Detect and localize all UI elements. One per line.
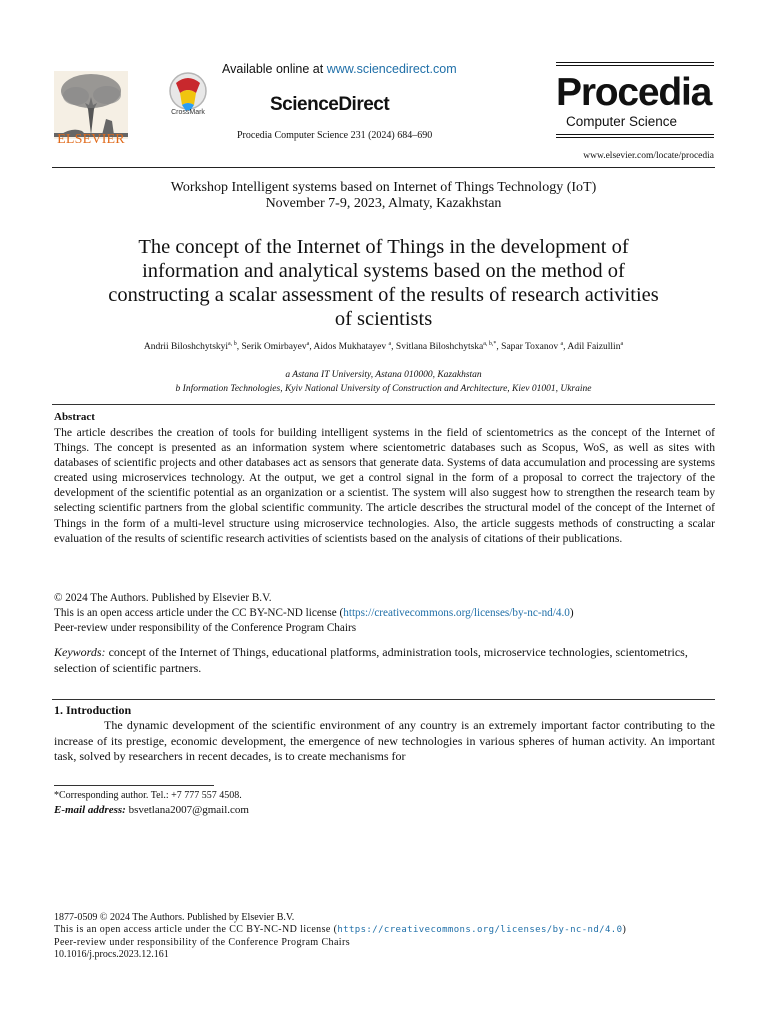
author	[501, 342, 567, 352]
crossmark-label: CrossMark	[171, 109, 205, 116]
author-affiliation-mark: a	[306, 341, 310, 347]
footer-peer-review: Peer-review under responsibility of the Conference Program Chairs	[54, 936, 350, 948]
affiliation-b: b Information Technologies, Kyiv National University of Construction and Architecture, Kiev 01001, Ukraine	[175, 384, 592, 394]
journal-reference: Procedia Computer Science 231 (2024) 684–690	[237, 130, 433, 141]
keywords	[54, 645, 715, 676]
footer-license-suffix: )	[622, 924, 627, 936]
procedia-logo	[556, 62, 714, 140]
author-separator: ,	[391, 342, 396, 353]
peer-review-line: Peer-review under responsibility of the Conference Program Chairs	[54, 622, 357, 635]
author-affiliation-mark: a, b	[228, 341, 237, 347]
procedia-title: Procedia	[556, 71, 712, 114]
available-prefix: Available online at	[222, 62, 327, 76]
author-name: Sapar Toxanov	[501, 342, 561, 353]
title-line: The concept of the Internet of Things in the development of	[138, 236, 629, 258]
abstract-text: The article describes the creation of tools for building intelligent systems in the field of scientometrics as the concept of the Internet of Things. The concept is presented as an information system where scientometric databases such as Scopus, WoS, as well as sites with databases of scientific projects and other databases act as sensors that generate data. Systems of data accumulation and processing are systems created using microservices technology. At the output, we get a control signal in the form of a proposal to correct the trajectory of the development of the scientific potential as an organization or a scientist. The system will also suggest how to strengthen the research team by selecting scientific partners from the global scientific community. The article describes the structural model of the concept of the Internet of Things in the form of a multi-level structure using microservice technologies. Also, the article suggests methods of constructing a scalar evaluation of the results of scientific research activities of scientists based on the analysis of citations of their publications.	[54, 426, 715, 545]
available-online	[222, 62, 457, 76]
author	[567, 342, 623, 352]
author	[314, 342, 396, 352]
author-name: Adil Faizullin	[567, 342, 621, 353]
author-affiliation-mark: a	[620, 341, 624, 347]
elsevier-wordmark: ELSEVIER	[57, 132, 125, 147]
author-name: Andrii Biloshchytskyi	[143, 342, 229, 353]
author-name: Aidos Mukhatayev	[313, 342, 389, 353]
sciencedirect-title: ScienceDirect	[270, 94, 390, 115]
workshop-date: November 7-9, 2023, Almaty, Kazakhstan	[265, 196, 502, 211]
keywords-text: concept of the Internet of Things, educational platforms, administration tools, microservice technologies, scientometrics, selection of scientific partners.	[54, 645, 688, 675]
author-affiliation-mark: a	[560, 341, 564, 347]
workshop-info	[52, 180, 715, 212]
procedia-subtitle: Computer Science	[566, 114, 678, 129]
sciencedirect-link[interactable]: www.sciencedirect.com	[326, 62, 457, 76]
author-affiliation-mark: a	[388, 341, 392, 347]
footer-license-link[interactable]: https://creativecommons.org/licenses/by-nc-nd/4.0	[337, 925, 623, 936]
copyright-block	[54, 591, 715, 637]
author-name: Svitlana Biloshchytska	[395, 342, 484, 353]
abstract-bottom-divider	[52, 699, 715, 700]
footnote-divider	[54, 785, 214, 786]
issn-copyright: © 2024 The Authors. Published by Elsevier B.V.	[97, 912, 295, 923]
author-separator: ,	[496, 342, 502, 353]
affiliation-a: a Astana IT University, Astana 010000, Kazakhstan	[285, 370, 482, 380]
header-divider	[52, 167, 715, 168]
workshop-name: Workshop Intelligent systems based on Internet of Things Technology (IoT)	[170, 180, 597, 195]
author-list	[52, 341, 715, 352]
elsevier-locate-url[interactable]: www.elsevier.com/locate/procedia	[583, 151, 714, 161]
author-affiliation-mark: a, b,*	[483, 341, 497, 347]
section-heading-introduction: 1. Introduction	[54, 703, 132, 717]
email-footnote	[54, 804, 249, 816]
author-name: Serik Omirbayev	[241, 342, 307, 353]
footer-license-line	[54, 924, 715, 936]
author-separator: ,	[236, 342, 242, 353]
title-line: of scientists	[334, 308, 433, 330]
doi[interactable]: 10.1016/j.procs.2023.12.161	[54, 948, 169, 960]
author	[396, 342, 501, 352]
author	[241, 342, 313, 352]
copyright-line: © 2024 The Authors. Published by Elsevier B.V.	[54, 592, 272, 604]
keywords-label: Keywords:	[54, 645, 106, 659]
publication-footer	[54, 912, 715, 961]
footer-license-prefix: This is an open access article under the CC BY-NC-ND license (	[54, 924, 338, 936]
author	[144, 342, 242, 352]
author-separator: ,	[309, 342, 314, 353]
author-separator: ,	[563, 342, 568, 353]
title-line: information and analytical systems based on the method of	[142, 260, 625, 282]
issn-line	[54, 912, 715, 924]
license-suffix: )	[569, 607, 574, 620]
corresponding-author: *Corresponding author. Tel.: +7 777 557 4508.	[54, 790, 242, 801]
abstract-heading: Abstract	[54, 411, 95, 423]
license-line	[54, 606, 715, 621]
license-link[interactable]: https://creativecommons.org/licenses/by-nc-nd/4.0	[343, 607, 570, 620]
paper-title	[52, 235, 715, 331]
email-label: E-mail address:	[54, 804, 126, 816]
license-prefix: This is an open access article under the CC BY-NC-ND license (	[54, 607, 344, 620]
introduction-text: The dynamic development of the scientific environment of any country is an extremely important factor contributing to the increase of its prestige, economic development, the emergence of new technologies in various spheres of human activity. An important task, solved by researchers in recent decades, is to create mechanisms for	[54, 718, 715, 763]
title-line: constructing a scalar assessment of the results of research activities	[108, 284, 659, 306]
email-address[interactable]: bsvetlana2007@gmail.com	[125, 804, 249, 816]
abstract-top-divider	[52, 404, 715, 405]
issn: 1877-0509	[54, 912, 98, 923]
